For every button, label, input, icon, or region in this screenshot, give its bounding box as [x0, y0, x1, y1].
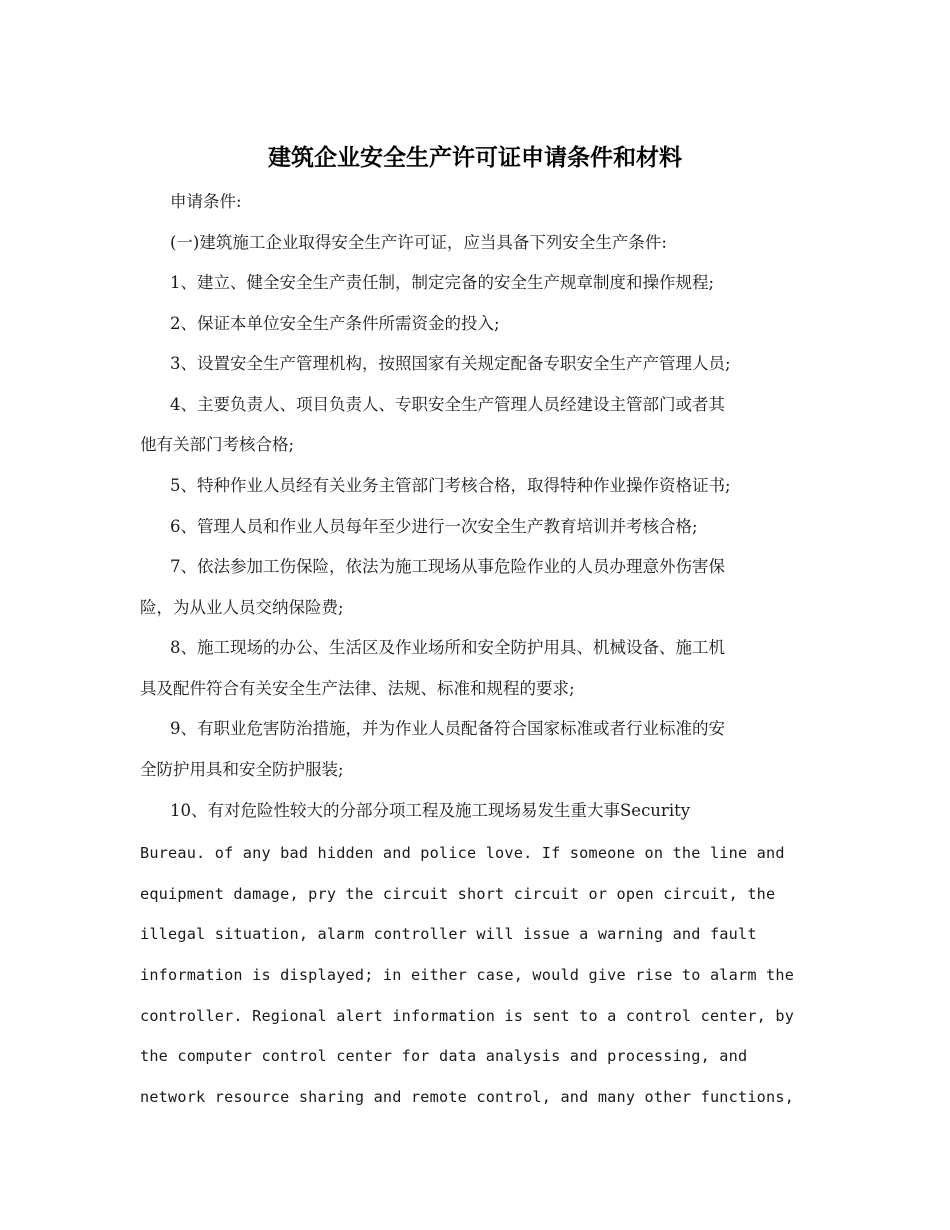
- paragraph-line: 2、保证本单位安全生产条件所需资金的投入;: [170, 314, 500, 333]
- paragraph-line: 7、依法参加工伤保险，依法为施工现场从事危险作业的人员办理意外伤害保: [170, 557, 725, 576]
- paragraph-line: illegal situation, alarm controller will issue a warning and fault: [140, 925, 757, 943]
- paragraph-line: controller. Regional alert information is sent to a control center, by: [140, 1007, 795, 1025]
- paragraph-line: 8、施工现场的办公、生活区及作业场所和安全防护用具、机械设备、施工机: [170, 638, 725, 657]
- paragraph-line: 申请条件:: [170, 192, 242, 211]
- paragraph-line: 他有关部门考核合格;: [140, 435, 295, 454]
- paragraph-line: Bureau. of any bad hidden and police love. If someone on the line and: [140, 844, 785, 862]
- paragraph-line: equipment damage, pry the circuit short circuit or open circuit, the: [140, 885, 776, 903]
- paragraph-line: 全防护用具和安全防护服装;: [140, 760, 344, 779]
- paragraph-line: information is displayed; in either case, would give rise to alarm the: [140, 966, 795, 984]
- paragraph-line: 3、设置安全生产管理机构，按照国家有关规定配备专职安全生产产管理人员;: [170, 354, 731, 373]
- paragraph-line: 9、有职业危害防治措施，并为作业人员配备符合国家标准或者行业标准的安: [170, 719, 725, 738]
- document-title: 建筑企业安全生产许可证申请条件和材料: [268, 144, 682, 171]
- paragraph-line: network resource sharing and remote control, and many other functions,: [140, 1088, 795, 1106]
- paragraph-line: 4、主要负责人、项目负责人、专职安全生产管理人员经建设主管部门或者其: [170, 395, 725, 414]
- paragraph-line: 5、特种作业人员经有关业务主管部门考核合格，取得特种作业操作资格证书;: [170, 476, 731, 495]
- paragraph-line: (一)建筑施工企业取得安全生产许可证，应当具备下列安全生产条件:: [170, 233, 667, 252]
- paragraph-line: 10、有对危险性较大的分部分项工程及施工现场易发生重大事Security: [170, 801, 691, 820]
- paragraph-line: 险，为从业人员交纳保险费;: [140, 598, 344, 617]
- paragraph-line: 具及配件符合有关安全生产法律、法规、标准和规程的要求;: [140, 679, 575, 698]
- paragraph-line: the computer control center for data analysis and processing, and: [140, 1047, 748, 1065]
- paragraph-line: 6、管理人员和作业人员每年至少进行一次安全生产教育培训并考核合格;: [170, 517, 698, 536]
- paragraph-line: 1、建立、健全安全生产责任制，制定完备的安全生产规章制度和操作规程;: [170, 273, 715, 292]
